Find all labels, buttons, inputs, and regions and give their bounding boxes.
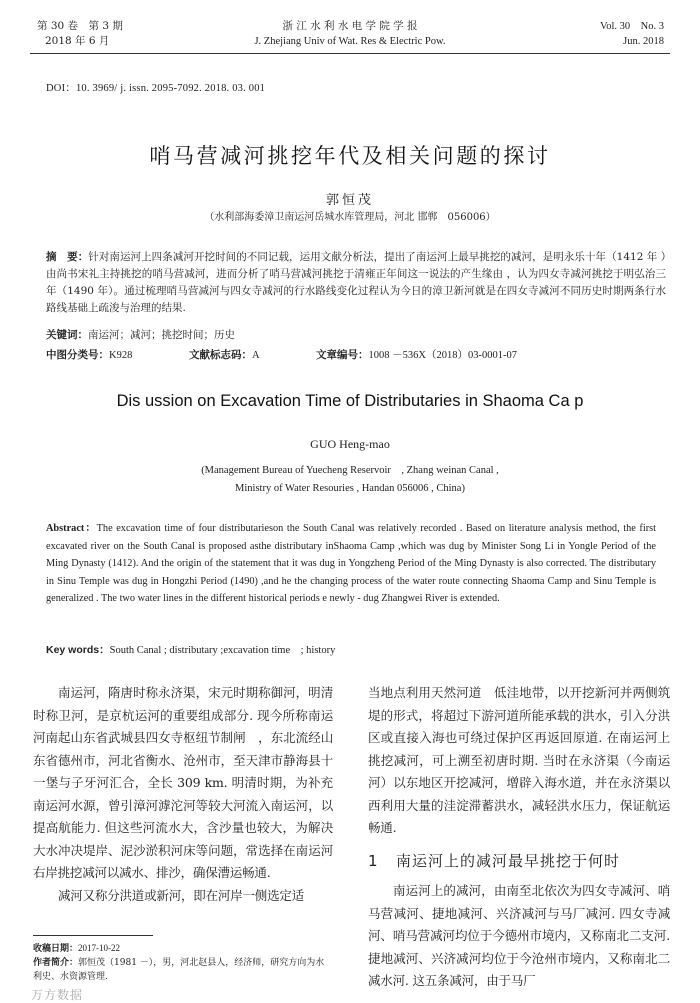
- affiliation-en-line1: (Management Bureau of Yuecheng Reservoir , Zhang weinan Canal ,: [201, 465, 499, 476]
- body-left-column: [33, 682, 333, 907]
- classification-row: [46, 347, 666, 363]
- keywords-cn: [46, 327, 235, 342]
- keywords-en-text: South Canal ; distributary ;excavation time ; history: [109, 645, 336, 656]
- keywords-en-label: Key words：: [46, 644, 110, 656]
- keywords-cn-text: 南运河；减河；挑挖时间；历史: [88, 329, 235, 341]
- body-paragraph: 减河又称分洪道或新河，即在河岸一侧选定适: [58, 887, 305, 903]
- header-journal-en: J. Zhejiang Univ of Wat. Res & Electric Pow.: [254, 36, 446, 47]
- abstract-en-label: Abstract：: [46, 523, 97, 534]
- affiliation-en-line2: Ministry of Water Resouries , Handan 056006 , China): [235, 483, 465, 494]
- abstract-en: [46, 520, 656, 608]
- body-paragraph: 南运河，隋唐时称永济渠，宋元时期称御河，明清时称卫河，是京杭运河的重要组成部分. 现今所称南运河南起山东省武城县四女寺枢纽节制闸 ，东北流经山东省德州市，河北省衡水、沧州市，至天津市静海县十一堡与子牙河汇合，全长 309 km. 明清时期，为补充南运河水源，曾引漳河滹沱河等较大河流入南运河，以提高航能力. 但这些河流水大，含沙量也较大，为解决大水冲决堤岸、泥沙淤积河床等问题，常选择在南运河右岸挑挖减河以减水、排沙，确保漕运畅通.: [33, 685, 333, 880]
- paper-title-en: Dis ussion on Excavation Time of Distributaries in Shaoma Ca p: [116, 392, 584, 410]
- body-paragraph: 南运河上的减河，由南至北依次为四女寺减河、哨马营减河、捷地减河、兴济减河与马厂减河. 四女寺减河、哨马营减河均位于今德州市境内，又称南北二支河. 捷地减河、兴济减河均位于今沧州市境内，又称南北二减水河. 这五条减河，由于马厂: [368, 883, 670, 988]
- abstract-en-text: The excavation time of four distributarieson the South Canal was relatively recorded . Based on literature analysis method, the first excavated river on the South Canal is proposed asthe distributary inShaoma Camp ,which was dug by Minister Song Li in Yongle Period of the Ming Dynasty (1412). And the origin of the statement that it was dug in Yongzheng Period of the Ming Dynasty is also corrected. The distributary in Sinu Temple was dug in Hongzhi Period (1490) ,and he the changing process of the water route connecting Shaoma Camp and Sinu Temple is generalized . The two water lines in the different historical periods e newly - dug Zhangwei River is extended.: [46, 523, 656, 604]
- doi: DOI：10. 3969/ j. issn. 2095-7092. 2018. 03. 001: [46, 83, 266, 94]
- clc-number: 中图分类号：K928: [46, 349, 133, 361]
- header-volume-cn: [37, 19, 123, 49]
- footnote-author-bio: 作者简介：郭恒茂（1981 －），男，河北赵县人，经济师，研究方向为水利史、水资源管理.: [33, 958, 325, 982]
- footnote-received: 收稿日期：2017-10-22: [33, 943, 121, 954]
- section-title: 南运河上的减河最早挑挖于何时: [396, 852, 621, 870]
- section-heading-1: [368, 850, 620, 871]
- header-vol-issue-en: Vol. 30 No. 3: [600, 21, 664, 32]
- body-right-column: [368, 682, 670, 840]
- watermark-logo: 万方数据: [31, 988, 84, 1002]
- affiliation-cn: （水利部海委漳卫南运河岳城水库管理局，河北 邯郸 056006）: [204, 212, 496, 223]
- header-journal: [190, 19, 510, 49]
- header-rule: [30, 53, 670, 54]
- paper-title-cn: 哨马营减河挑挖年代及相关问题的探讨: [149, 144, 551, 168]
- article-number: 文章编号：1008 －536X（2018）03-0001-07: [316, 349, 517, 361]
- body-right-column-2: [368, 880, 670, 993]
- affiliation-en: [0, 462, 700, 498]
- abstract-cn: [46, 249, 666, 317]
- abstract-cn-label: 摘 要：: [46, 251, 89, 263]
- keywords-cn-label: 关键词：: [46, 329, 88, 341]
- footnote-rule: [33, 935, 153, 936]
- section-number: 1: [368, 852, 379, 870]
- footnote: [33, 941, 333, 984]
- header-date-en: Jun. 2018: [623, 36, 664, 47]
- header-vol-issue-cn: 第 30 卷 第 3 期: [37, 20, 123, 32]
- header-volume-en: [600, 19, 664, 49]
- body-paragraph: 当地点利用天然河道 低洼地带，以开挖新河并两侧筑堤的形式，将超过下游河道所能承载的洪水，引入分洪区或直接入海也可绕过保护区再返回原道. 在南运河上挑挖减河，可上溯至初唐时期. 当时在永济渠（今南运河）以东地区开挖减河，增辟入海水道，并在永济渠以西利用大量的洼淀滞蓄洪水，减轻洪水压力，保证航运畅通.: [368, 685, 670, 835]
- header-date-cn: 2018 年 6 月: [45, 35, 110, 47]
- author-en: GUO Heng-mao: [310, 437, 390, 451]
- document-code: 文献标志码：A: [189, 349, 260, 361]
- abstract-cn-text: 针对南运河上四条减河开挖时间的不同记载，运用文献分析法，提出了南运河上最早挑挖的减河，是明永乐十年（1412 年 ）由尚书宋礼主持挑挖的哨马营减河，进而分析了哨马营减河挑挖于清雍正年间这一说法的产生缘由 ，认为四女寺减河挑挖于明弘治三年（1490 年）。通过梳理哨马营减河与四女寺减河的行水路线变化过程认为今日的漳卫新河就是在四女寺减河不同历史时期两条行水路线基础上疏浚与治理的结果.: [46, 251, 666, 314]
- keywords-en: [46, 642, 335, 657]
- author-cn: 郭恒茂: [325, 193, 374, 208]
- header-journal-cn: 浙 江 水 利 水 电 学 院 学 报: [282, 20, 418, 32]
